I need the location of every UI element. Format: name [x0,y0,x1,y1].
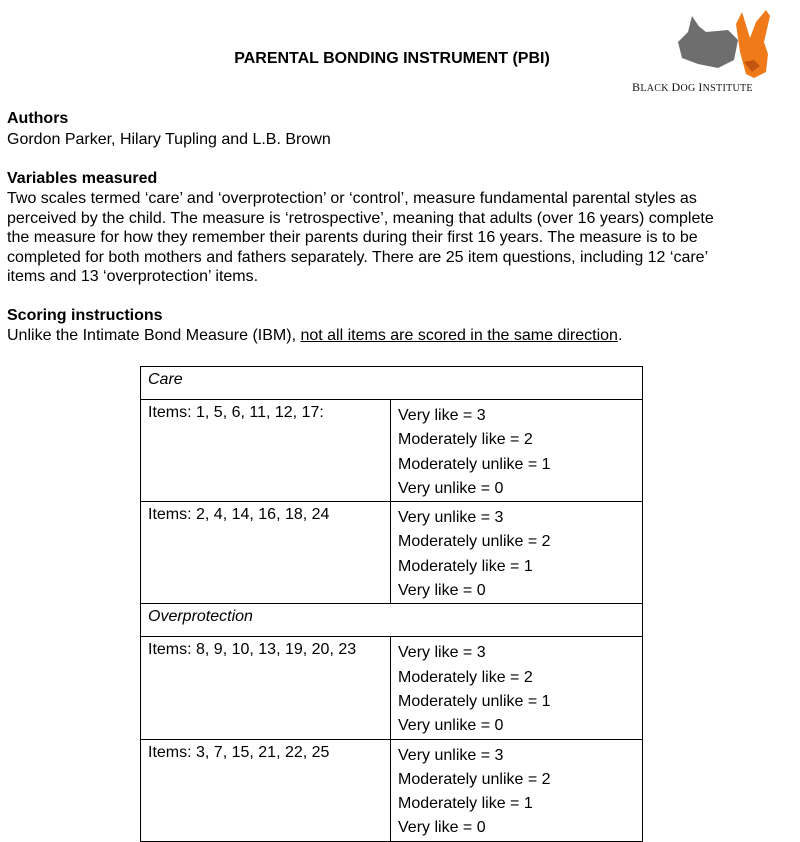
table-row [141,637,643,739]
scoring-table [140,366,643,842]
variables-line: perceived by the child. The measure is ‘retrospective’, meaning that adults (over 16 years) complete [7,209,714,227]
variables-line: completed for both mothers and fathers separately. There are 25 item questions, including 12 ‘care’ [7,248,709,266]
table-row [141,739,643,841]
overprotection-scores-cell: Very unlike = 3 Moderately unlike = 2 Moderately like = 1 Very like = 0 [391,739,643,841]
variables-text [7,189,787,287]
care-heading: Care [141,367,643,400]
variables-heading: Variables measured [7,170,158,187]
overprotection-items-cell: Items: 3, 7, 15, 21, 22, 25 [141,739,391,841]
care-scores-cell: Very like = 3 Moderately like = 2 Moderately unlike = 1 Very unlike = 0 [391,400,643,502]
document-title: PARENTAL BONDING INSTRUMENT (PBI) [234,50,550,67]
overprotection-scores-cell: Very like = 3 Moderately like = 2 Moderately unlike = 1 Very unlike = 0 [391,637,643,739]
table-row [141,400,643,502]
authors-text: Gordon Parker, Hilary Tupling and L.B. Brown [7,131,331,148]
scoring-emphasis: not all items are scored in the same direction [300,327,618,344]
variables-line: items and 13 ‘overprotection’ items. [7,268,259,285]
authors-heading: Authors [7,110,69,127]
table-row [141,502,643,604]
variables-line: the measure for how they remember their parents during their first 16 years. The measure is to be [7,229,698,246]
care-scores-cell: Very unlike = 3 Moderately unlike = 2 Moderately like = 1 Very like = 0 [391,502,643,604]
scoring-text: Unlike the Intimate Bond Measure (IBM), not all items are scored in the same direction. [7,327,623,344]
overprotection-heading: Overprotection [141,604,643,637]
care-items-cell: Items: 2, 4, 14, 16, 18, 24 [141,502,391,604]
variables-line: Two scales termed ‘care’ and ‘overprotection’ or ‘control’, measure fundamental parental styles as [7,190,697,207]
logo-wordmark: BLACK DOG INSTITUTE [632,80,753,94]
overprotection-items-cell: Items: 8, 9, 10, 13, 19, 20, 23 [141,637,391,739]
scoring-heading: Scoring instructions [7,307,163,324]
care-items-cell: Items: 1, 5, 6, 11, 12, 17: [141,400,391,502]
